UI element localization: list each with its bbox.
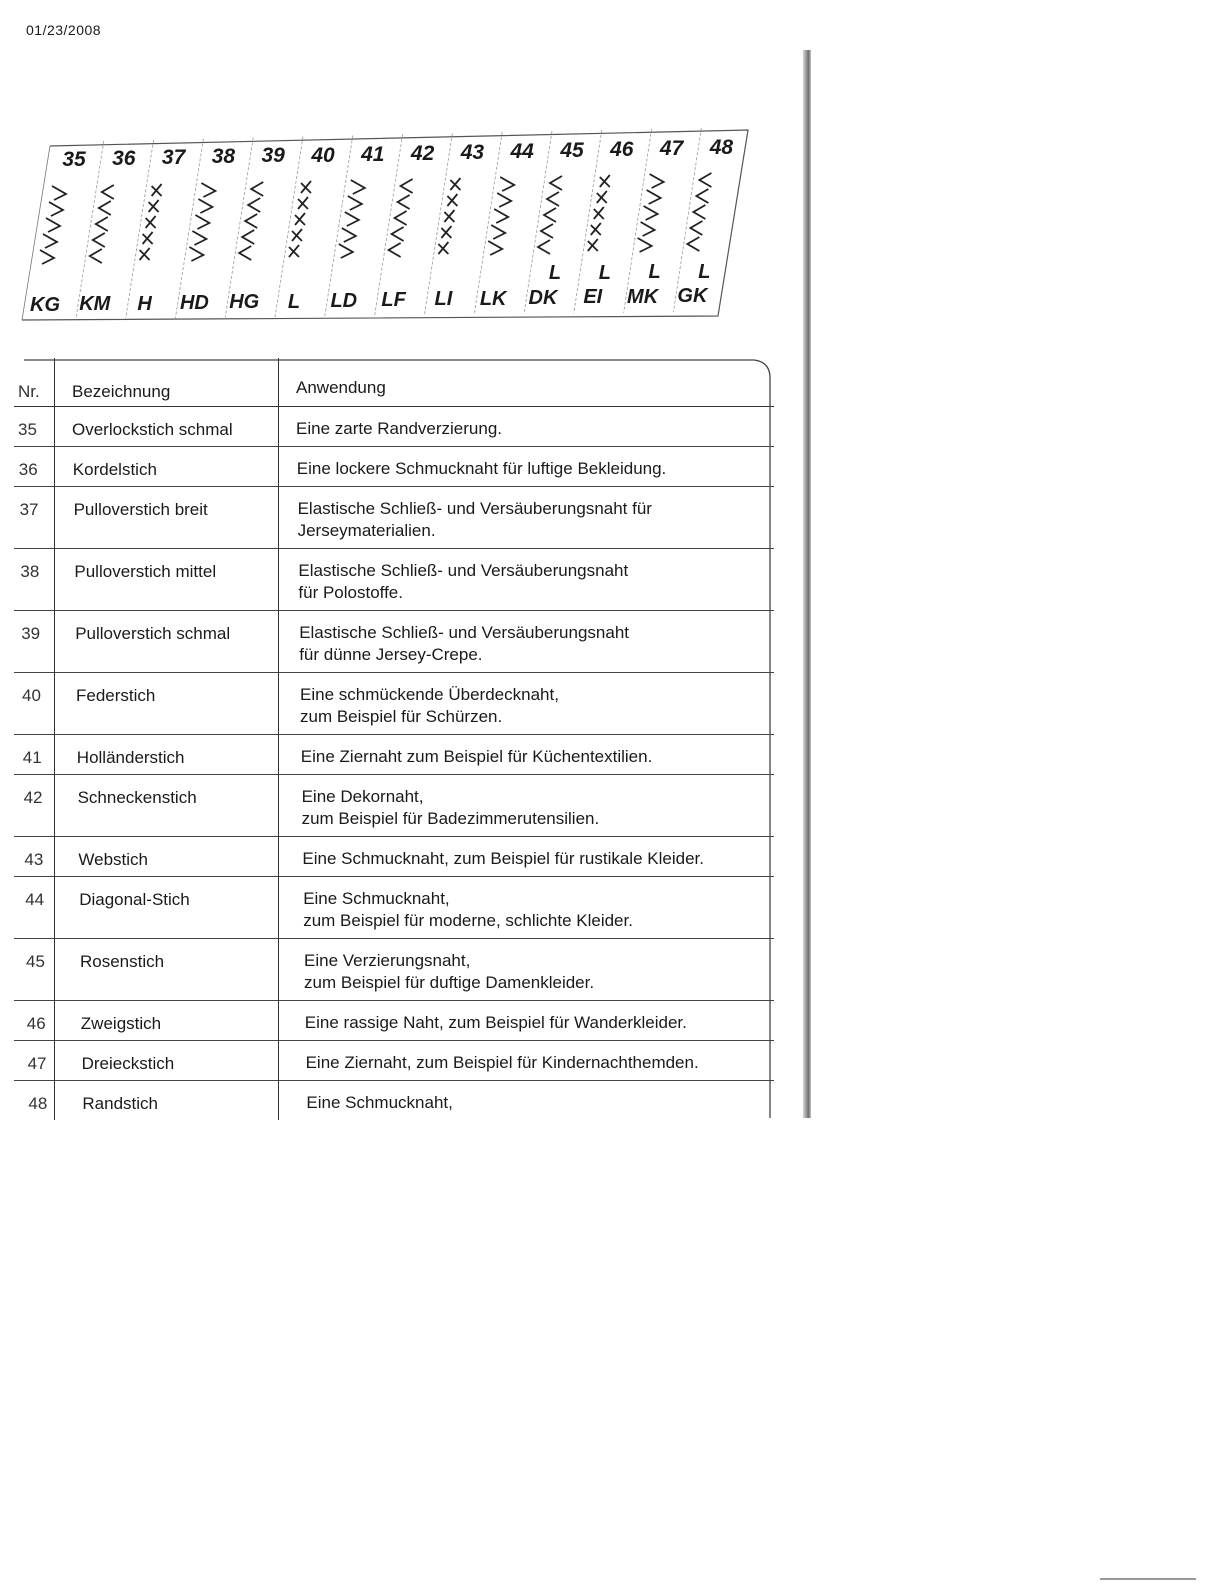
stitch-number-39: 39: [261, 144, 285, 168]
row-number: 38: [20, 562, 40, 581]
row-number: 36: [18, 460, 38, 479]
stitch-code-hd: HD: [179, 291, 209, 314]
stitch-zigzag: [189, 183, 215, 261]
stitch-number-38: 38: [211, 145, 236, 169]
stitch-pattern-icon: [488, 177, 514, 255]
row-anwendung: [303, 888, 773, 932]
page-edge-shadow: [803, 50, 811, 1118]
row-anwendung: [305, 1012, 775, 1034]
anwendung-line: Elastische Schließ- und Versäuberungsnaht für: [297, 499, 652, 518]
anwendung-line: Elastische Schließ- und Versäuberungsnaht: [299, 623, 629, 642]
row-bezeichnung: Rosenstich: [80, 952, 165, 971]
stitch-code-km: KM: [79, 293, 111, 316]
table-row: [14, 446, 774, 487]
row-bezeichnung: Schneckenstich: [77, 788, 197, 807]
stitch-code-lk: LK: [479, 287, 507, 310]
stitch-pattern-icon: [389, 179, 413, 257]
table-row: [14, 734, 774, 775]
table-row: [14, 774, 774, 837]
row-anwendung: [300, 684, 770, 728]
row-number: 37: [19, 500, 39, 519]
row-anwendung: [296, 418, 766, 440]
stitch-number-36: 36: [112, 147, 136, 171]
stitch-zigzag: [239, 182, 263, 260]
row-anwendung: [306, 1092, 776, 1114]
row-bezeichnung: Overlockstich schmal: [72, 420, 233, 439]
anwendung-line: Eine Schmucknaht,: [306, 1093, 453, 1112]
stitch-pattern-icon: [140, 184, 162, 260]
row-bezeichnung: Pulloverstich schmal: [75, 624, 231, 643]
row-bezeichnung: Kordelstich: [72, 460, 157, 479]
row-number: 45: [26, 952, 45, 971]
table-row: [14, 1000, 774, 1041]
stitch-prefix-letter: L: [548, 262, 562, 284]
row-number: 44: [25, 890, 45, 909]
stitch-zigzag: [289, 181, 311, 257]
table-row: [14, 1040, 774, 1081]
anwendung-line: Eine Schmucknaht,: [303, 889, 450, 908]
table-header-row: [14, 358, 774, 407]
stitch-number-35: 35: [62, 148, 86, 171]
stitch-pattern-icon: [638, 174, 664, 252]
stitch-number-44: 44: [510, 139, 534, 163]
anwendung-line: für Polostoffe.: [298, 583, 403, 602]
stitch-code-gk: GK: [677, 284, 708, 307]
stitch-code-l: L: [287, 290, 301, 313]
stitch-number-42: 42: [410, 141, 435, 165]
stitch-zigzag: [40, 186, 66, 264]
stitch-number-41: 41: [361, 142, 385, 166]
stitch-pattern-icon: [588, 175, 610, 251]
anwendung-line: Eine rassige Naht, zum Beispiel für Wanderkleider.: [304, 1013, 687, 1032]
row-bezeichnung: Dreieckstich: [81, 1054, 175, 1073]
anwendung-line: Eine Ziernaht, zum Beispiel für Kindernachthemden.: [305, 1053, 699, 1072]
row-number: 41: [22, 748, 42, 767]
stitch-code-kg: KG: [30, 294, 60, 316]
anwendung-line: Eine Schmucknaht, zum Beispiel für rustikale Kleider.: [302, 849, 704, 868]
stitch-number-48: 48: [709, 136, 734, 160]
stitch-zigzag: [488, 177, 514, 255]
row-anwendung: [297, 458, 767, 480]
stitch-pattern-icon: [687, 173, 711, 251]
header-anwendung: Anwendung: [296, 378, 386, 397]
row-number: 47: [27, 1054, 47, 1073]
table-row: [14, 672, 774, 735]
stitch-number-47: 47: [659, 137, 684, 161]
anwendung-line: für dünne Jersey-Crepe.: [299, 645, 483, 664]
table-row: [14, 1080, 774, 1120]
anwendung-line: zum Beispiel für Badezimmerutensilien.: [301, 809, 600, 828]
row-number: 42: [23, 788, 43, 807]
stitch-number-46: 46: [610, 138, 634, 162]
row-number: 46: [26, 1014, 46, 1033]
anwendung-line: Elastische Schließ- und Versäuberungsnaht: [298, 561, 629, 580]
stitch-code-dk: DK: [528, 287, 558, 309]
stitch-pattern-icon: [239, 182, 263, 260]
stitch-pattern-icon: [538, 176, 562, 254]
stitch-code-li: LI: [434, 288, 453, 311]
stitch-number-40: 40: [311, 143, 335, 167]
row-bezeichnung: Zweigstich: [80, 1014, 162, 1033]
stitch-code-ld: LD: [330, 289, 358, 312]
scan-mark: [1100, 1578, 1196, 1580]
stitch-number-45: 45: [560, 139, 584, 162]
column-divider: [278, 358, 279, 1120]
stitch-prefix-letter: L: [598, 261, 611, 284]
scan-date: 01/23/2008: [26, 22, 102, 38]
stitch-code-hg: HG: [229, 291, 260, 314]
column-divider: [54, 358, 55, 1120]
table-row: [14, 548, 774, 611]
row-anwendung: [298, 560, 768, 604]
stitch-pattern-icon: [40, 186, 66, 264]
stitch-code-lf: LF: [381, 289, 406, 312]
table-row: [14, 610, 774, 673]
stitch-zigzag: [339, 180, 365, 258]
stitch-pattern-icon: [289, 181, 311, 257]
anwendung-line: Eine Verzierungsnaht,: [304, 951, 471, 970]
row-bezeichnung: Pulloverstich breit: [73, 500, 208, 519]
row-anwendung: [304, 950, 774, 994]
row-bezeichnung: Pulloverstich mittel: [74, 562, 217, 581]
stitch-code-ei: EI: [583, 286, 603, 309]
row-number: 48: [28, 1094, 48, 1113]
row-anwendung: [298, 498, 768, 542]
row-bezeichnung: Webstich: [78, 850, 148, 869]
stitch-code-h: H: [137, 292, 152, 315]
stitch-pattern-icon: [90, 185, 114, 263]
stitch-zigzag: [638, 174, 664, 252]
anwendung-line: Eine Dekornaht,: [301, 787, 424, 806]
anwendung-line: Eine lockere Schmucknaht für luftige Bekleidung.: [296, 459, 667, 478]
table-row: [14, 406, 774, 447]
stitch-zigzag: [438, 178, 460, 254]
row-number: 43: [24, 850, 44, 869]
row-number: 39: [21, 624, 41, 643]
row-bezeichnung: Diagonal-Stich: [79, 890, 190, 909]
stitch-zigzag: [538, 176, 562, 254]
row-anwendung: [306, 1052, 776, 1074]
anwendung-line: zum Beispiel für duftige Damenkleider.: [304, 973, 595, 992]
stitch-code-mk: MK: [627, 285, 659, 308]
stitch-zigzag: [90, 185, 114, 263]
row-number: 40: [22, 686, 41, 705]
anwendung-line: zum Beispiel für Schürzen.: [300, 707, 503, 726]
row-anwendung: [301, 746, 771, 768]
table-row: [14, 876, 774, 939]
header-nr: Nr.: [18, 382, 40, 401]
stitch-pattern-icon: [189, 183, 215, 261]
stitch-number-37: 37: [161, 146, 186, 170]
stitch-number-43: 43: [460, 140, 485, 164]
anwendung-line: zum Beispiel für moderne, schlichte Kleider.: [303, 911, 633, 930]
anwendung-line: Eine Ziernaht zum Beispiel für Küchentextilien.: [300, 747, 653, 766]
stitch-zigzag: [687, 173, 711, 251]
row-anwendung: [302, 848, 772, 870]
stitch-prefix-letter: L: [648, 261, 661, 284]
stitch-zigzag: [588, 175, 610, 251]
row-anwendung: [302, 786, 772, 830]
stitch-zigzag: [140, 184, 162, 260]
anwendung-line: Eine zarte Randverzierung.: [296, 419, 503, 438]
stitch-pattern-icon: [438, 178, 460, 254]
table-row: [14, 486, 774, 549]
table-row: [14, 938, 774, 1001]
row-bezeichnung: Federstich: [76, 686, 156, 705]
stitch-prefix-letter: L: [698, 260, 711, 283]
stitch-zigzag: [389, 179, 413, 257]
table-row: [14, 836, 774, 877]
anwendung-line: Jerseymaterialien.: [297, 521, 436, 540]
stitch-panel: [18, 128, 758, 328]
row-anwendung: [299, 622, 769, 666]
anwendung-line: Eine schmückende Überdecknaht,: [300, 685, 559, 704]
row-bezeichnung: Holländerstich: [76, 748, 185, 767]
row-bezeichnung: Randstich: [82, 1094, 158, 1113]
stitch-pattern-icon: [339, 180, 365, 258]
header-bezeichnung: Bezeichnung: [72, 382, 171, 401]
row-number: 35: [18, 420, 37, 439]
